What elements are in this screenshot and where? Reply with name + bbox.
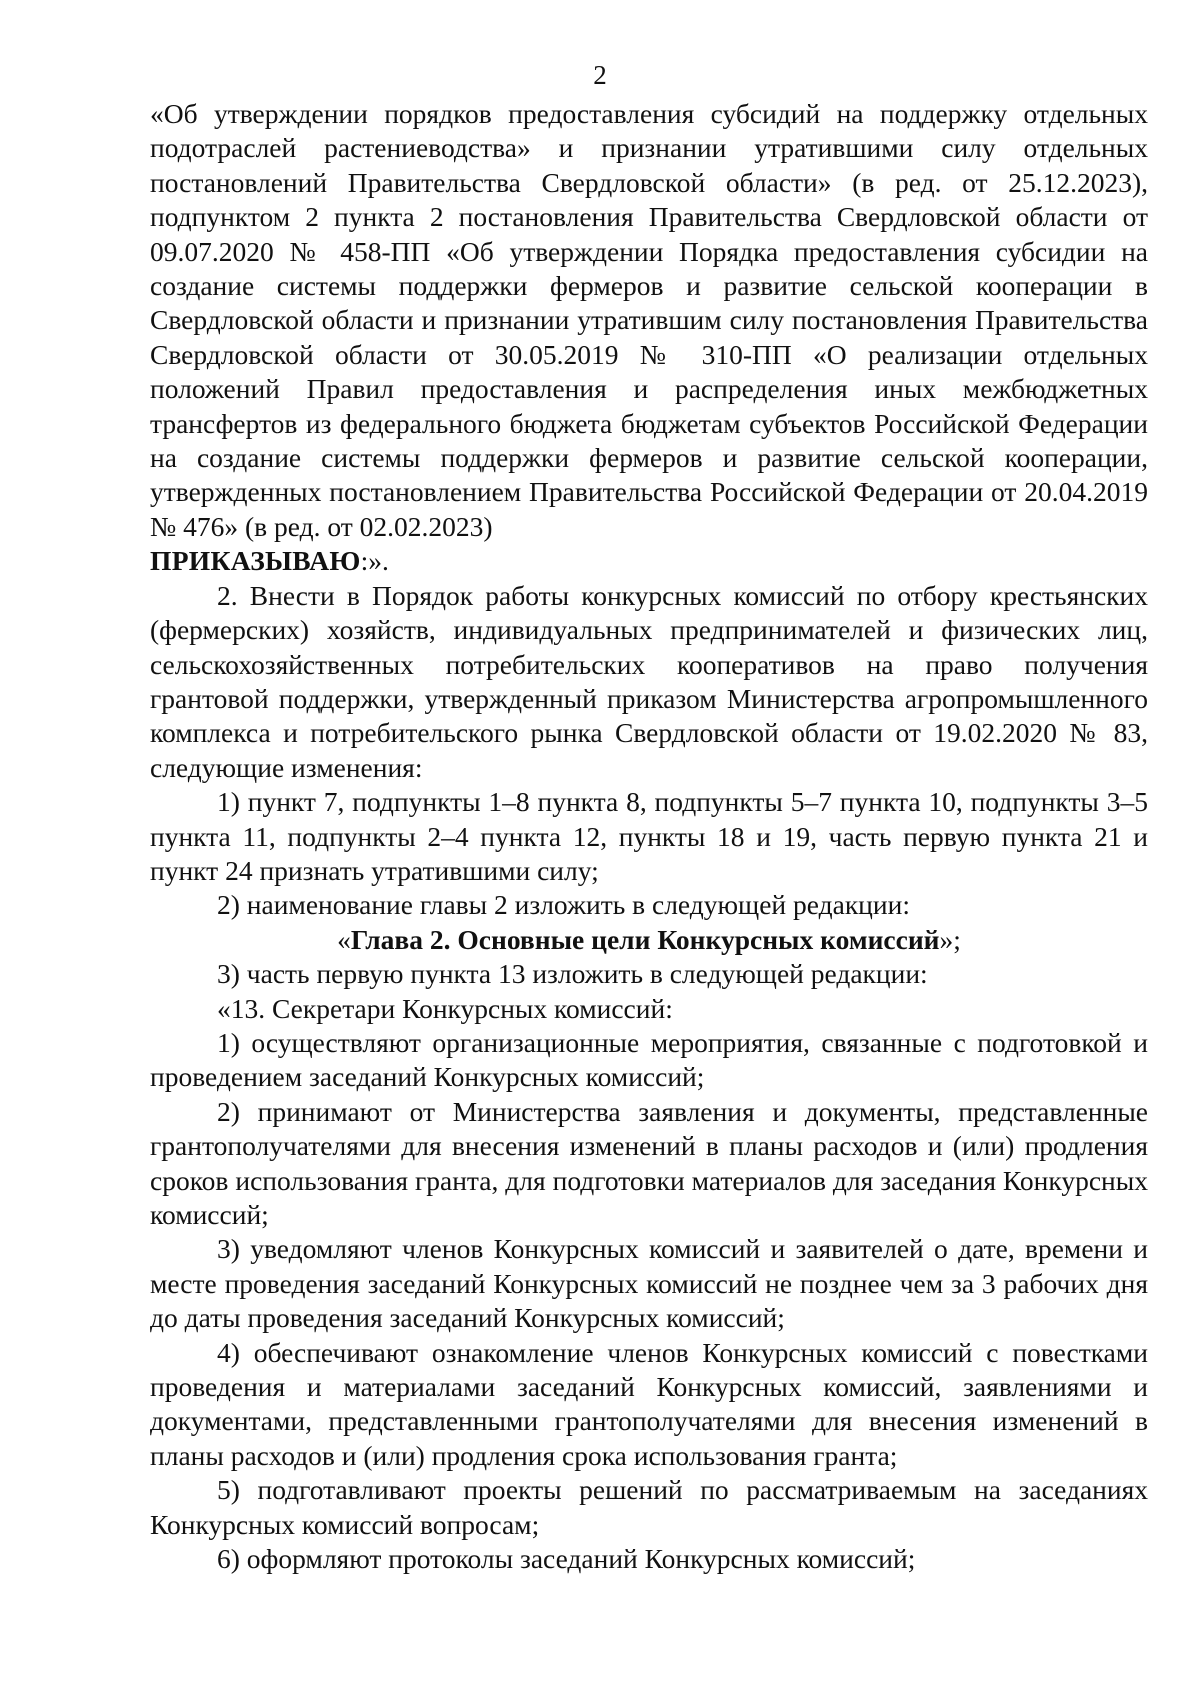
sub-item-3: 3) уведомляют членов Конкурсных комиссий и заявителей о дате, времени и месте проведения заседаний Конкурсных комиссий не позднее чем за 3 рабочих дня до даты проведения заседаний Конкурсных комиссий; [150, 1233, 1148, 1334]
page-number: 2 [593, 60, 607, 90]
paragraph-2: 2. Внести в Порядок работы конкурсных комиссий по отбору крестьянских (фермерских) хозяйств, индивидуальных предпринимателей и физических лиц, сельскохозяйственных потребительских кооперативов на право получения грантовой поддержки, утвержденный приказом Министерства агропромышленного комплекса и потребительского рынка Свердловской области от 19.02.2020 № 83, следующие изменения: [150, 579, 1148, 783]
list-item-1: 1) пункт 7, подпункты 1–8 пункта 8, подпункты 5–7 пункта 10, подпункты 3–5 пункта 11, подпункты 2–4 пункта 12, пункты 18 и 19, часть первую пункта 21 и пункт 24 признать утратившими силу; [150, 786, 1148, 886]
sub-item-6: 6) оформляют протоколы заседаний Конкурсных комиссий; [217, 1543, 916, 1575]
sub-item-2: 2) принимают от Министерства заявления и документы, представленные грантополучателями для внесения изменений в планы расходов и (или) продления сроков использования гранта, для подготовки материалов для заседания Конкурсных комиссий; [150, 1095, 1148, 1230]
sub-item-1: 1) осуществляют организационные мероприятия, связанные с подготовкой и проведением заседаний Конкурсных комиссий; [150, 1026, 1148, 1093]
chapter-heading-title: Глава 2. Основные цели Конкурсных комиссий [350, 923, 940, 955]
sub-item-4: 4) обеспечивают ознакомление членов Конкурсных комиссий с повестками проведения и материалами заседаний Конкурсных комиссий, заявлениями и документами, представленными грантополучателями для внесения изменений в планы расходов и (или) продления срока использования гранта; [150, 1336, 1148, 1471]
chapter-heading-close: »; [939, 923, 961, 955]
list-item-2: 2) наименование главы 2 изложить в следующей редакции: [217, 889, 910, 921]
sub-item-5: 5) подготавливают проекты решений по рассматриваемым на заседаниях Конкурсных комиссий вопросам; [150, 1474, 1148, 1540]
intro-paragraph: «Об утверждении порядков предоставления субсидий на поддержку отдельных подотраслей растениеводства» и признании утратившими силу отдельных постановлений Правительства Свердловской области» (в ред. от 25.12.2023), подпунктом 2 пункта 2 постановления Правительства Свердловской области от 09.07.2020 № 458-ПП «Об утверждении Порядка предоставления субсидии на создание системы поддержки фермеров и развитие сельской кооперации в Свердловской области и признании утратившим силу постановления Правительства Свердловской области от 30.05.2019 № 310-ПП «О реализации отдельных положений Правил предоставления и распределения иных межбюджетных трансфертов из федерального бюджета бюджетам субъектов Российской Федерации на создание системы поддержки фермеров и развитие сельской кооперации, утвержденных постановлением Правительства Российской Федерации от 20.04.2019 № 476» (в ред. от 02.02.2023) [150, 98, 1148, 542]
orders-tail: :». [360, 545, 389, 577]
document-body [150, 97, 1148, 1576]
chapter-heading [150, 923, 1148, 957]
point-13-heading: «13. Секретари Конкурсных комиссий: [217, 992, 673, 1024]
list-item-3: 3) часть первую пункта 13 изложить в следующей редакции: [217, 958, 928, 990]
orders-line [150, 544, 1148, 578]
orders-word: ПРИКАЗЫВАЮ [150, 545, 361, 577]
chapter-heading-open-quote: « [337, 923, 351, 955]
